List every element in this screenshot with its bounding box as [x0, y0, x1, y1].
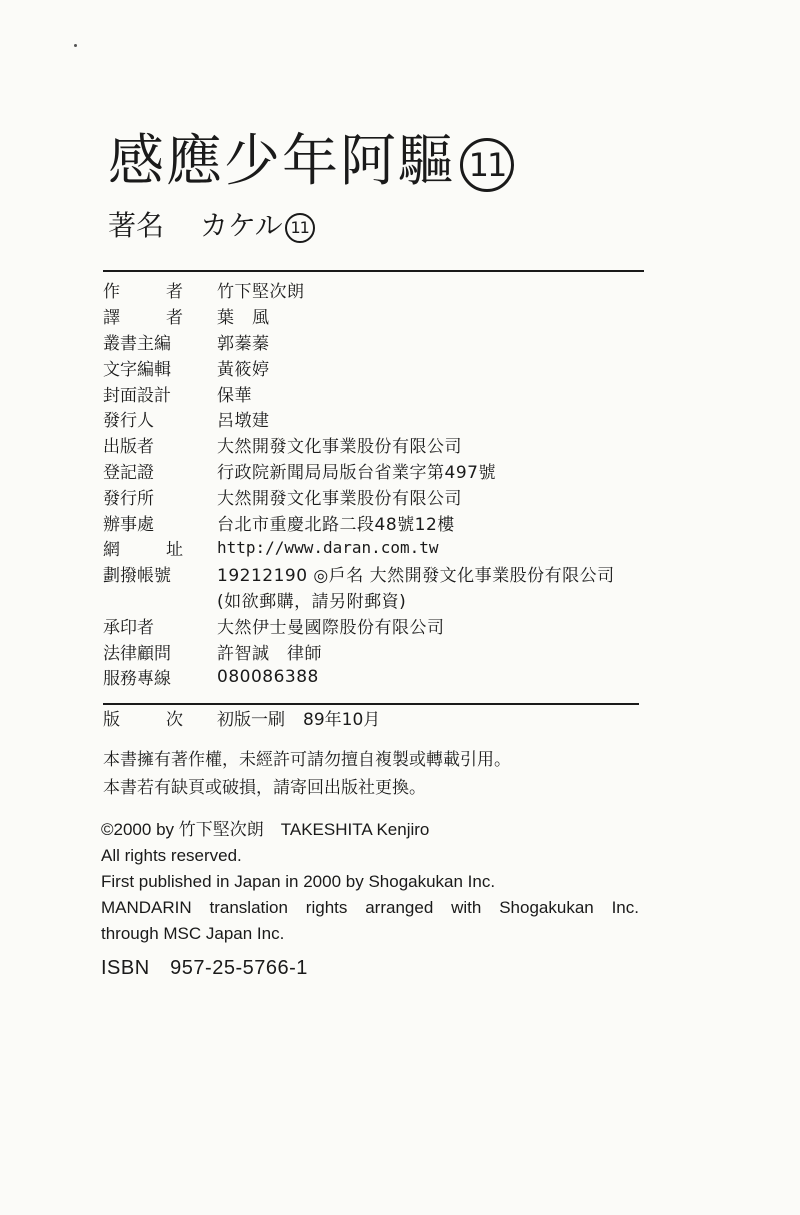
- translation-rights-line: [101, 895, 639, 921]
- credit-label: 出版者: [103, 437, 154, 458]
- original-title-text: カケル: [200, 209, 283, 242]
- credit-row: [103, 406, 663, 432]
- original-title-label: 著名: [108, 209, 165, 242]
- credit-label: 叢書主編: [103, 333, 171, 354]
- credit-row: [103, 354, 663, 380]
- credit-label: 承印者: [103, 617, 154, 638]
- credit-label: 譯 者: [103, 308, 183, 329]
- notice-line-2: 本書若有缺頁或破損，請寄回出版社更換。: [103, 778, 426, 798]
- word: with: [451, 898, 482, 917]
- credit-row: [103, 612, 663, 638]
- credit-value: 保華: [217, 385, 252, 406]
- credits-list: [103, 277, 663, 690]
- credit-label: 登記證: [103, 462, 154, 483]
- credit-value: 大然開發文化事業股份有限公司: [217, 488, 462, 509]
- isbn: ISBN 957-25-5766-1: [101, 957, 308, 979]
- credit-value: 大然伊士曼國際股份有限公司: [217, 617, 445, 638]
- word: MANDARIN: [101, 898, 192, 917]
- credit-row: [103, 535, 663, 561]
- credit-row: [103, 432, 663, 458]
- notice-line-1: 本書擁有著作權，未經許可請勿擅自複製或轉載引用。: [103, 750, 511, 770]
- credit-value: 19212190 ◎戶名 大然開發文化事業股份有限公司: [217, 566, 615, 587]
- credit-value: 郭蓁蓁: [217, 333, 270, 354]
- credit-value: 竹下堅次朗: [217, 282, 305, 303]
- word: translation: [209, 898, 288, 917]
- credit-value: 呂墩建: [217, 411, 270, 432]
- print-speck: [74, 44, 77, 47]
- edition-value: 初版一刷: [217, 710, 285, 730]
- original-volume-badge: 11: [285, 213, 315, 243]
- credit-row: [103, 664, 663, 690]
- credit-label: 文字編輯: [103, 359, 171, 380]
- word: Shogakukan: [499, 898, 594, 917]
- agency-line: through MSC Japan Inc.: [101, 924, 285, 943]
- original-title: [108, 209, 315, 243]
- credit-value: 080086388: [217, 666, 319, 687]
- credit-value: 大然開發文化事業股份有限公司: [217, 437, 462, 458]
- word: Inc.: [611, 898, 639, 917]
- credit-row: [103, 561, 663, 587]
- credit-value: 台北市重慶北路二段48號12樓: [217, 514, 455, 535]
- divider-top: [103, 270, 644, 272]
- credit-value: 葉 風: [217, 308, 270, 329]
- edition-label: 版 次: [103, 710, 183, 730]
- credit-label: 劃撥帳號: [103, 566, 171, 587]
- credit-row: [103, 638, 663, 664]
- word: rights: [305, 898, 348, 917]
- first-published-line: First published in Japan in 2000 by Shogakukan Inc.: [101, 872, 496, 891]
- credit-label: 發行所: [103, 488, 154, 509]
- credit-label: 網 址: [103, 540, 183, 561]
- credit-row: [103, 587, 663, 613]
- credit-label: 法律顧問: [103, 643, 171, 664]
- credit-label: 作 者: [103, 282, 183, 303]
- credit-row: [103, 277, 663, 303]
- credit-row: [103, 303, 663, 329]
- credit-row: [103, 380, 663, 406]
- credit-label: 發行人: [103, 411, 154, 432]
- credit-value[interactable]: http://www.daran.com.tw: [217, 538, 439, 558]
- edition-row: [103, 705, 380, 730]
- volume-badge: 11: [460, 138, 514, 192]
- credit-value: (如欲郵購，請另附郵資): [217, 591, 407, 612]
- credit-value: 行政院新聞局局版台省業字第497號: [217, 462, 496, 483]
- rights-line: All rights reserved.: [101, 846, 242, 865]
- book-title: [108, 129, 514, 194]
- copyright-line: ©2000 by 竹下堅次朗 TAKESHITA Kenjiro: [101, 820, 430, 839]
- credit-row: [103, 483, 663, 509]
- word: arranged: [365, 898, 434, 917]
- title-text: 感應少年阿驅: [108, 129, 456, 194]
- credit-label: 服務專線: [103, 669, 171, 690]
- copyright-block: [101, 817, 639, 981]
- copyright-notice: [103, 746, 511, 802]
- edition-date: 89年10月: [303, 710, 381, 730]
- credit-value: 黃筱婷: [217, 359, 270, 380]
- credit-row: [103, 509, 663, 535]
- credit-row: [103, 458, 663, 484]
- credit-value: 許智誠 律師: [217, 643, 322, 664]
- credit-row: [103, 329, 663, 355]
- credit-label: 辦事處: [103, 514, 154, 535]
- credit-label: 封面設計: [103, 385, 171, 406]
